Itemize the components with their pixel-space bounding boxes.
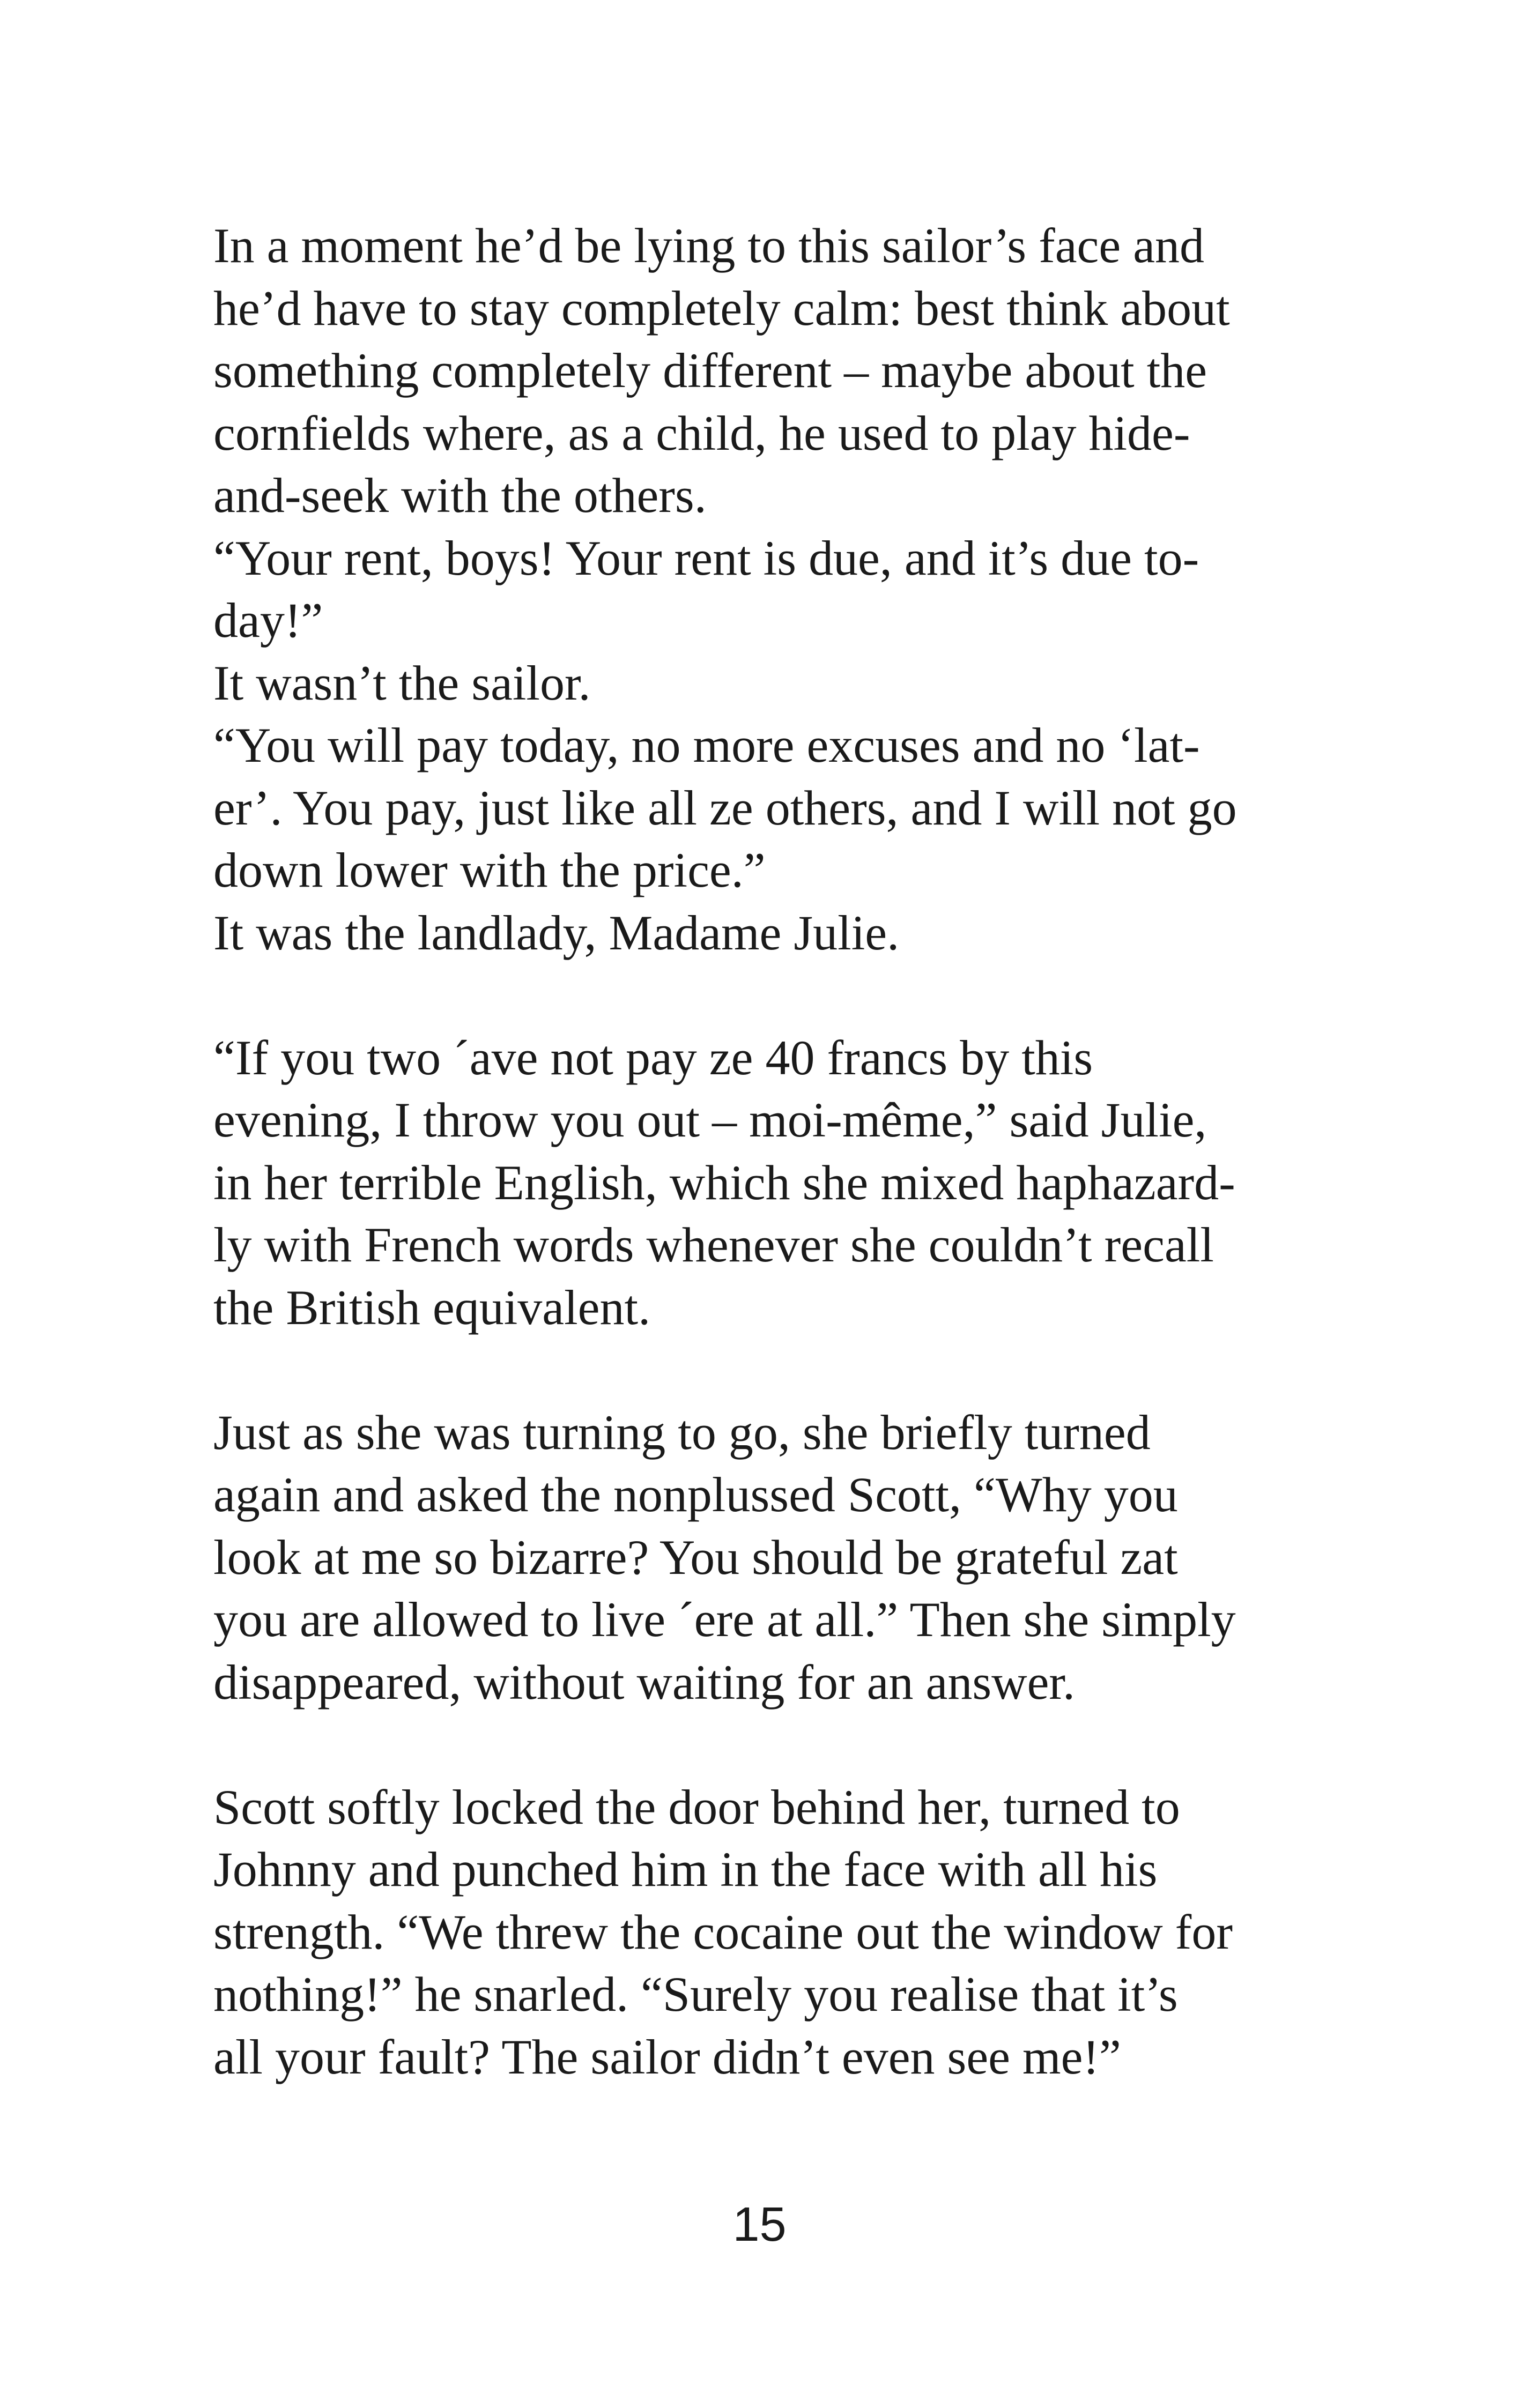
text-line: nothing!” he snarled. “Surely you realise that it’s	[213, 1967, 1178, 2021]
text-line: down lower with the price.”	[213, 843, 766, 897]
text-line: In a moment he’d be lying to this sailor’s face and	[213, 218, 1205, 273]
paragraph-gap	[213, 1713, 1372, 1776]
text-line: Scott softly locked the door behind her, turned to	[213, 1779, 1180, 1834]
text-line: in her terrible English, which she mixed haphazard-	[213, 1155, 1235, 1210]
text-line: and-seek with the others.	[213, 468, 707, 523]
text-line: all your fault? The sailor didn’t even see me!”	[213, 2029, 1121, 2084]
text-line: strength. “We threw the cocaine out the window for	[213, 1904, 1233, 1959]
text-line: evening, I throw you out – moi-même,” said Julie,	[213, 1092, 1207, 1147]
text-line: disappeared, without waiting for an answer.	[213, 1654, 1075, 1710]
text-line: “You will pay today, no more excuses and no ‘lat-	[213, 718, 1200, 772]
text-line: er’. You pay, just like all ze others, and I will not go	[213, 780, 1237, 835]
text-line: day!”	[213, 593, 323, 648]
text-line: Just as she was turning to go, she briefly turned	[213, 1404, 1151, 1460]
text-line: look at me so bizarre? You should be grateful zat	[213, 1529, 1178, 1585]
body-text	[213, 214, 1372, 2088]
text-line: “Your rent, boys! Your rent is due, and it’s due to-	[213, 530, 1199, 585]
text-line: you are allowed to live ´ere at all.” Then she simply	[213, 1592, 1236, 1647]
text-line: “If you two ´ave not pay ze 40 francs by this	[213, 1030, 1093, 1085]
text-line: something completely different – maybe about the	[213, 343, 1207, 398]
text-line: again and asked the nonplussed Scott, “Why you	[213, 1467, 1178, 1522]
text-line: the British equivalent.	[213, 1280, 651, 1335]
text-line: he’d have to stay completely calm: best think about	[213, 280, 1230, 336]
text-line: Johnny and punched him in the face with all his	[213, 1842, 1158, 1897]
paragraph-gap	[213, 1339, 1372, 1401]
paragraph-gap	[213, 964, 1372, 1027]
text-line: cornfields where, as a child, he used to play hide-	[213, 405, 1190, 460]
text-line: It wasn’t the sailor.	[213, 655, 591, 710]
text-line: It was the landlady, Madame Julie.	[213, 905, 900, 960]
text-line: ly with French words whenever she couldn’t recall	[213, 1217, 1214, 1272]
page-number: 15	[732, 2198, 787, 2251]
